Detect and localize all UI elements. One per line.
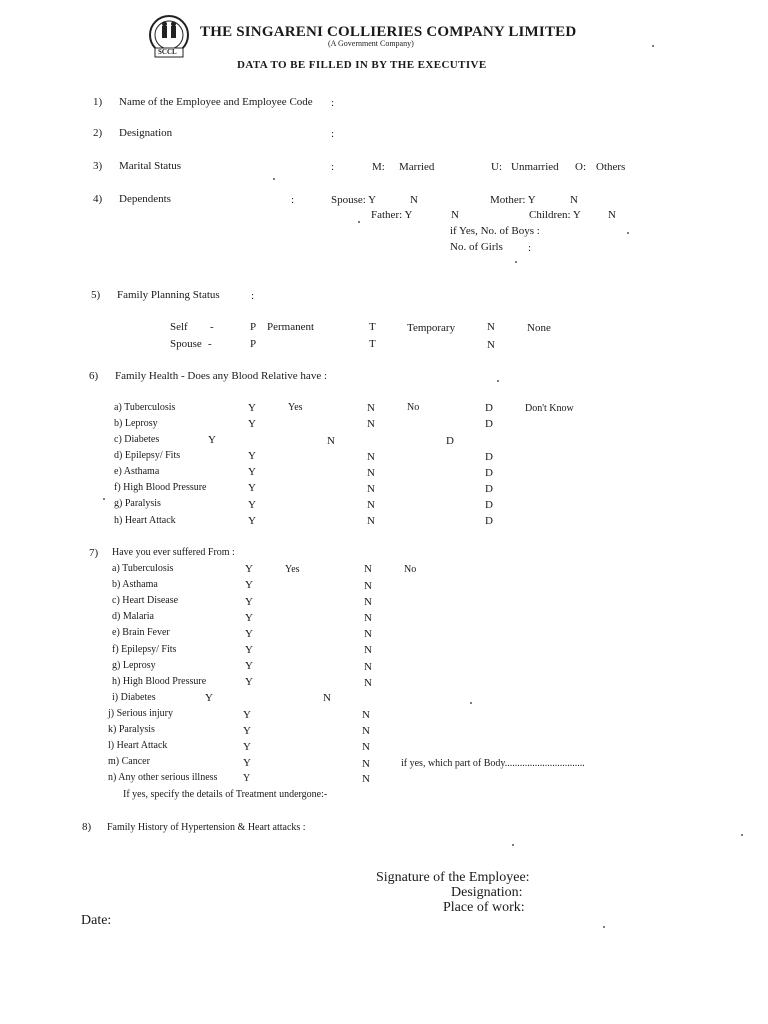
q5-self-dash: -: [210, 321, 214, 333]
q7-a-y: Y: [245, 563, 253, 575]
q7-item-f: f) Epilepsy/ Fits: [112, 644, 177, 655]
q6-a-yes: Yes: [288, 402, 303, 413]
q4-children-n: N: [608, 209, 616, 221]
q7-item-j: j) Serious injury: [108, 708, 173, 719]
q6-item-h: h) Heart Attack: [114, 515, 176, 526]
q6-item-g: g) Paralysis: [114, 498, 161, 509]
q6-d-n: N: [367, 451, 375, 463]
q6-h-n: N: [367, 515, 375, 527]
q6-g-n: N: [367, 499, 375, 511]
scan-speck: [652, 45, 654, 47]
q7-item-a: a) Tuberculosis: [112, 563, 174, 574]
q6-e-y: Y: [248, 466, 256, 478]
q5-permanent: Permanent: [267, 321, 315, 333]
signature-label: Signature of the Employee:: [376, 870, 530, 885]
q7-i-y: Y: [205, 692, 213, 704]
q6-a-dont-know: Don't Know: [525, 403, 574, 414]
q7-item-k: k) Paralysis: [108, 724, 155, 735]
q1-number: 1): [93, 96, 103, 108]
q5-none: None: [527, 322, 551, 334]
q3-label: Marital Status: [119, 160, 182, 172]
q7-e-n: N: [364, 628, 372, 640]
q6-a-no: No: [407, 402, 420, 413]
q7-f-n: N: [364, 644, 372, 656]
q7-d-y: Y: [245, 612, 253, 624]
q4-mother-n: N: [570, 194, 578, 206]
q4-label: Dependents: [119, 193, 171, 205]
q3-number: 3): [93, 160, 103, 172]
q3-others: Others: [596, 161, 626, 173]
q2-colon: :: [331, 128, 335, 140]
q7-j-y: Y: [243, 709, 251, 721]
q6-f-n: N: [367, 483, 375, 495]
q7-j-n: N: [362, 709, 370, 721]
q7-item-l: l) Heart Attack: [108, 740, 168, 751]
q7-item-g: g) Leprosy: [112, 660, 156, 671]
q6-g-y: Y: [248, 499, 256, 511]
q4-father: Father: Y: [371, 209, 413, 221]
q6-c-n: N: [327, 435, 335, 447]
q5-temporary: Temporary: [407, 322, 456, 334]
q6-item-f: f) High Blood Pressure: [114, 482, 207, 493]
scan-speck: [512, 844, 514, 846]
q7-b-n: N: [364, 580, 372, 592]
q7-c-y: Y: [245, 596, 253, 608]
q6-a-n: N: [367, 402, 375, 414]
scan-speck: [470, 702, 472, 704]
q5-spouse-p: P: [250, 338, 257, 350]
q6-d-y: Y: [248, 450, 256, 462]
q7-item-d: d) Malaria: [112, 611, 154, 622]
q7-body-part: if yes, which part of Body................................: [401, 758, 585, 769]
q6-label: Family Health - Does any Blood Relative have :: [115, 370, 328, 382]
q3-colon: :: [331, 161, 335, 173]
q4-girls-colon: :: [528, 242, 532, 254]
q5-self: Self: [170, 321, 188, 333]
scan-speck: [603, 926, 605, 928]
q7-n-n: N: [362, 773, 370, 785]
q7-h-n: N: [364, 677, 372, 689]
q7-g-n: N: [364, 661, 372, 673]
designation-label: Designation:: [451, 885, 523, 900]
q7-treatment: If yes, specify the details of Treatment undergone:-: [123, 789, 328, 800]
q6-item-e: e) Asthama: [114, 466, 160, 477]
q6-item-d: d) Epilepsy/ Fits: [114, 450, 181, 461]
scan-speck: [358, 221, 360, 223]
q6-b-d: D: [485, 418, 493, 430]
q2-number: 2): [93, 127, 103, 139]
q7-label: Have you ever suffered From :: [112, 547, 235, 558]
company-subtitle: (A Government Company): [328, 39, 414, 48]
q7-l-y: Y: [243, 741, 251, 753]
q7-g-y: Y: [245, 660, 253, 672]
q7-item-m: m) Cancer: [108, 756, 150, 767]
q7-item-i: i) Diabetes: [112, 692, 156, 703]
scan-speck: [103, 498, 105, 500]
q5-spouse-t: T: [369, 338, 376, 350]
q6-c-d: D: [446, 435, 454, 447]
q6-item-c: c) Diabetes: [114, 434, 160, 445]
q6-item-b: b) Leprosy: [114, 418, 158, 429]
q5-self-t: T: [369, 321, 376, 333]
q5-label: Family Planning Status: [117, 289, 220, 301]
q7-m-y: Y: [243, 757, 251, 769]
q8-label: Family History of Hypertension & Heart attacks :: [107, 822, 306, 833]
q4-girls: No. of Girls: [450, 241, 503, 253]
q6-h-y: Y: [248, 515, 256, 527]
form-title: DATA TO BE FILLED IN BY THE EXECUTIVE: [237, 59, 487, 71]
q4-number: 4): [93, 193, 103, 205]
q7-n-y: Y: [243, 773, 251, 784]
q7-k-n: N: [362, 725, 370, 737]
q6-g-d: D: [485, 499, 493, 511]
q4-spouse-n: N: [410, 194, 418, 206]
q8-number: 8): [82, 821, 92, 833]
q1-colon: :: [331, 97, 335, 109]
q6-b-y: Y: [248, 418, 256, 430]
q6-f-d: D: [485, 483, 493, 495]
q7-item-b: b) Asthama: [112, 579, 158, 590]
q3-unmarried: Unmarried: [511, 161, 559, 173]
company-logo: [147, 14, 191, 60]
q6-a-d: D: [485, 402, 493, 414]
scan-speck: [273, 178, 275, 180]
q5-colon: :: [251, 290, 255, 302]
q5-self-n: N: [487, 321, 495, 333]
q7-b-y: Y: [245, 579, 253, 591]
q4-mother: Mother: Y: [490, 194, 536, 206]
q6-b-n: N: [367, 418, 375, 430]
q6-f-y: Y: [248, 482, 256, 494]
q7-d-n: N: [364, 612, 372, 624]
place-of-work-label: Place of work:: [443, 900, 525, 915]
q6-item-a: a) Tuberculosis: [114, 402, 176, 413]
q7-item-n: n) Any other serious illness: [108, 772, 218, 783]
date-label: Date:: [81, 913, 112, 928]
q7-a-yes: Yes: [285, 564, 300, 575]
scan-speck: [497, 380, 499, 382]
q5-number: 5): [91, 289, 101, 301]
q7-h-y: Y: [245, 676, 253, 688]
scan-speck: [741, 834, 743, 836]
q7-l-n: N: [362, 741, 370, 753]
q4-spouse: Spouse: Y: [331, 194, 377, 206]
scan-speck: [515, 261, 517, 263]
q7-item-h: h) High Blood Pressure: [112, 676, 207, 687]
q7-e-y: Y: [245, 628, 253, 640]
q4-children: Children: Y: [529, 209, 581, 221]
q7-a-n: N: [364, 563, 372, 575]
q7-c-n: N: [364, 596, 372, 608]
q4-boys: if Yes, No. of Boys :: [450, 225, 540, 237]
q5-spouse-dash: -: [208, 338, 212, 350]
q6-d-d: D: [485, 451, 493, 463]
q7-a-no: No: [404, 564, 417, 575]
q7-k-y: Y: [243, 725, 251, 737]
q6-h-d: D: [485, 515, 493, 527]
logo-text: SCCL: [158, 48, 177, 56]
q3-u-code: U:: [491, 161, 502, 173]
q7-i-n: N: [323, 692, 331, 704]
q6-number: 6): [89, 370, 99, 382]
q3-o-code: O:: [575, 161, 586, 173]
q6-a-y: Y: [248, 402, 256, 414]
q7-number: 7): [89, 547, 99, 559]
q7-item-c: c) Heart Disease: [112, 595, 179, 606]
scan-speck: [627, 232, 629, 234]
q5-spouse: Spouse: [170, 338, 202, 350]
q6-c-y: Y: [208, 434, 216, 446]
q4-colon: :: [291, 194, 295, 206]
q5-spouse-n: N: [487, 339, 495, 351]
q7-item-e: e) Brain Fever: [112, 627, 170, 638]
q5-self-p: P: [250, 321, 257, 333]
q6-e-d: D: [485, 467, 493, 479]
q3-married: Married: [399, 161, 435, 173]
q1-label: Name of the Employee and Employee Code: [119, 96, 313, 108]
q2-label: Designation: [119, 127, 173, 139]
q6-e-n: N: [367, 467, 375, 479]
q7-f-y: Y: [245, 644, 253, 656]
q4-father-n: N: [451, 209, 459, 221]
company-name: THE SINGARENI COLLIERIES COMPANY LIMITED: [200, 24, 577, 40]
q7-m-n: N: [362, 758, 370, 770]
q3-m-code: M:: [372, 161, 385, 173]
